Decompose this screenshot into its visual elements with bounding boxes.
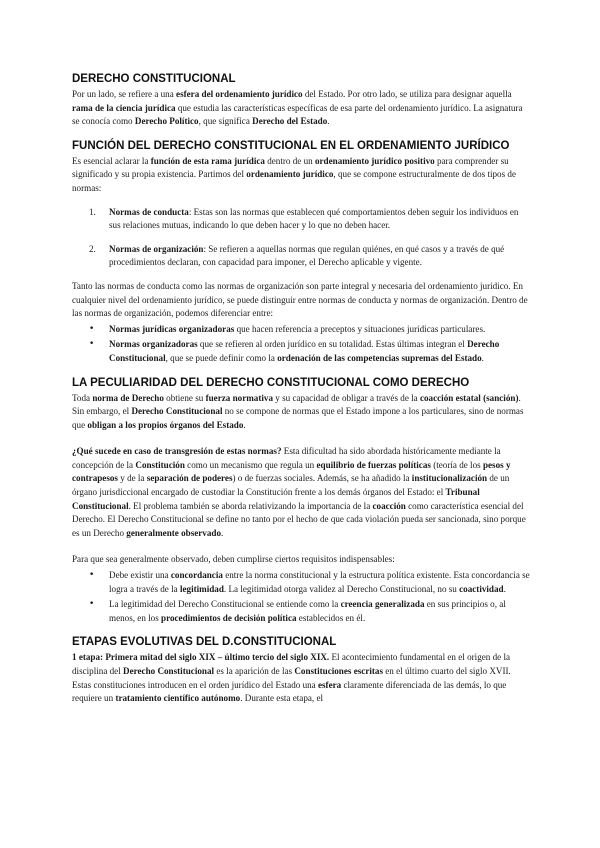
bold-term: Normas de organización bbox=[109, 243, 204, 254]
paragraph-definition: Por un lado, se refiere a una esfera del ordenamiento jurídico del Estado. Por otro lado, se utiliza para designar aquella rama de la ciencia jurídica que estudia las características específicas de esa parte del ordenamiento jurídico. La asignatura se conocía como Derecho Político, que significa Derecho del Estado. bbox=[72, 89, 523, 127]
bullet-icon: • bbox=[89, 339, 95, 350]
paragraph-gap bbox=[72, 540, 530, 553]
bold-term: Derecho del Estado bbox=[252, 116, 328, 127]
bold-term: coacción bbox=[372, 500, 406, 511]
paragraph-funcion-intro: Es esencial aclarar la función de esta rama jurídica dentro de un ordenamiento jurídico positivo para comprender su significado y su propia existencia. Partimos del ordenamiento jurídico, que se compone estructuralmente de dos tipos de normas: bbox=[72, 155, 517, 193]
list-item-text: Normas de conducta: Estas son las normas que establecen qué comportamientos deben seguir los individuos en sus relaciones mutuas, indicando lo que deben hacer y lo que no deben hacer. bbox=[109, 206, 519, 231]
bold-term: separación de poderes bbox=[146, 473, 233, 484]
bold-term: legitimidad bbox=[179, 583, 224, 594]
paragraph-fuerza-normativa: Toda norma de Derecho obtiene su fuerza normativa y su capacidad de obligar a través de la coacción estatal (sanción). Sin embargo, el Derecho Constitucional no se compone de normas que el Estado impone a los particulares, sino de normas que obligan a los propios órganos del Estado. bbox=[72, 392, 524, 430]
numbered-list-norm-types bbox=[72, 206, 530, 270]
bold-term: institucionalización bbox=[411, 473, 488, 484]
bold-term: Normas organizadoras bbox=[109, 339, 198, 350]
bold-term: creencia generalizada bbox=[340, 599, 425, 610]
paragraph-primera-etapa: 1 etapa: Primera mitad del siglo XIX – último tercio del siglo XIX. El acontecimiento fundamental en el origen de la disciplina del Derecho Constitucional es la aparición de las Constituciones escritas en el último cuarto del siglo XVII. Estas constituciones introducen en el orden jurídico del Estado una esfera claramente diferenciada de las demás, lo que requiere un tratamiento científico autónomo. Durante esta etapa, el bbox=[72, 652, 511, 704]
bold-term: coactividad bbox=[459, 583, 504, 594]
list-item bbox=[72, 243, 530, 270]
bold-term: obligan a los propios órganos del Estado bbox=[87, 419, 244, 430]
bold-term: Constitución bbox=[135, 459, 185, 470]
paragraph-transgresion: ¿Qué sucede en caso de transgresión de estas normas? Esta dificultad ha sido abordada históricamente mediante la concepción de la Constitución como un mecanismo que regula un equilibrio de fuerzas políticas (teoría de los pesos y contrapesos y de la separación de poderes) o de fuerzas sociales. Además, se ha añadido la institucionalización de un órgano jurisdiccional encargado de custodiar la Constitución frente a los demás órganos del Estado: el Tribunal Constitucional. El problema también se aborda relativizando la importancia de la coacción como característica esencial del Derecho. El Derecho Constitucional se define no tanto por el hecho de que cada violación pueda ser sancionada, sino porque es un Derecho generalmente observado. bbox=[72, 446, 526, 538]
bold-term: pesos y contrapesos bbox=[72, 459, 511, 484]
paragraph-gap bbox=[72, 432, 530, 445]
heading-funcion: FUNCIÓN DEL DERECHO CONSTITUCIONAL EN EL ORDENAMIENTO JURÍDICO bbox=[72, 139, 510, 152]
list-item bbox=[72, 323, 530, 337]
bold-term: ordenamiento jurídico positivo bbox=[314, 155, 435, 166]
list-number: 2. bbox=[89, 243, 96, 254]
bold-term: fuerza normativa bbox=[205, 392, 274, 403]
bold-term: Tribunal Constitucional bbox=[72, 487, 480, 511]
bold-term: rama de la ciencia jurídica bbox=[72, 102, 176, 113]
bold-term: procedimientos de decisión política bbox=[161, 612, 297, 623]
bold-term: Constituciones escritas bbox=[294, 666, 383, 676]
bold-term: ¿Qué sucede en caso de transgresión de estas normas? bbox=[72, 446, 282, 457]
bullet-list-organizacion bbox=[72, 323, 530, 366]
heading-peculiaridad: LA PECULIARIDAD DEL DERECHO CONSTITUCIONAL COMO DERECHO bbox=[72, 376, 470, 389]
list-item-text: Normas de organización: Se refieren a aquellas normas que regulan quiénes, en qué casos y a través de qué procedimientos declaran, con capacidad para imponer, el Derecho aplicable y vigente. bbox=[109, 243, 505, 268]
bold-term: norma de Derecho bbox=[92, 392, 164, 403]
bold-term: función de esta rama jurídica bbox=[150, 155, 265, 166]
heading-etapas: ETAPAS EVOLUTIVAS DEL D.CONSTITUCIONAL bbox=[72, 636, 337, 649]
bold-term: esfera del ordenamiento jurídico bbox=[176, 89, 303, 99]
bold-term: concordancia bbox=[170, 570, 223, 581]
list-item bbox=[72, 338, 530, 365]
list-item-text: Normas organizadoras que se refieren al orden jurídico en su totalidad. Estas últimas integran el Derecho Constitucional, que se puede definir como la ordenación de las competencias supremas del Estado. bbox=[109, 339, 500, 363]
paragraph-requisitos: Para que sea generalmente observado, deben cumplirse ciertos requisitos indispensables: bbox=[72, 554, 395, 565]
list-item bbox=[72, 569, 530, 596]
list-item-text: La legitimidad del Derecho Constitucional se entiende como la creencia generalizada en sus principios o, al menos, en los procedimientos de decisión política establecidos en él. bbox=[109, 599, 506, 623]
bold-term: ordenación de las competencias supremas del Estado bbox=[277, 352, 482, 363]
list-item bbox=[72, 598, 530, 625]
bold-term: Derecho Constitucional bbox=[131, 406, 223, 417]
bold-term: 1 etapa: Primera mitad del siglo XIX – último tercio del siglo XIX. bbox=[72, 652, 330, 663]
bullet-icon: • bbox=[89, 323, 95, 334]
bold-term: ordenamiento jurídico bbox=[246, 169, 334, 180]
bold-term: Derecho Político bbox=[134, 116, 199, 127]
bold-term: Normas de conducta bbox=[109, 206, 189, 217]
paragraph-normas-detail: Tanto las normas de conducta como las normas de organización son parte integral y necesaria del ordenamiento jurídico. En cualquier nivel del ordenamiento jurídico, se puede distinguir entre normas de conducta y normas de organización. Dentro de las normas de organización, podemos diferenciar entre: bbox=[72, 280, 528, 319]
bold-term: Normas jurídicas organizadoras bbox=[109, 323, 235, 334]
bold-term: tratamiento científico autónomo bbox=[115, 693, 241, 704]
bullet-list-requisitos bbox=[72, 569, 530, 625]
list-item bbox=[72, 206, 530, 233]
bullet-icon: • bbox=[89, 599, 95, 610]
title-derecho-constitucional: DERECHO CONSTITUCIONAL bbox=[72, 73, 236, 85]
bold-term: Derecho Constitucional bbox=[109, 339, 500, 363]
bold-term: coacción estatal (sanción) bbox=[419, 392, 519, 403]
bold-term: esfera bbox=[317, 679, 342, 690]
bold-term: generalmente observado bbox=[126, 527, 222, 538]
document-page bbox=[72, 72, 530, 706]
bold-term: equilibrio de fuerzas políticas bbox=[316, 459, 431, 470]
list-number: 1. bbox=[89, 206, 96, 217]
bullet-icon: • bbox=[89, 570, 95, 581]
bold-term: Derecho Constitucional bbox=[123, 666, 215, 676]
list-item-text: Debe existir una concordancia entre la norma constitucional y la estructura política existente. Esta concordancia se logra a través de la legitimidad. La legitimidad otorga validez al Derecho Constitucional, no su coactividad. bbox=[109, 570, 530, 594]
list-item-text: Normas jurídicas organizadoras que hacen referencia a preceptos y situaciones jurídicas particulares. bbox=[109, 323, 486, 334]
